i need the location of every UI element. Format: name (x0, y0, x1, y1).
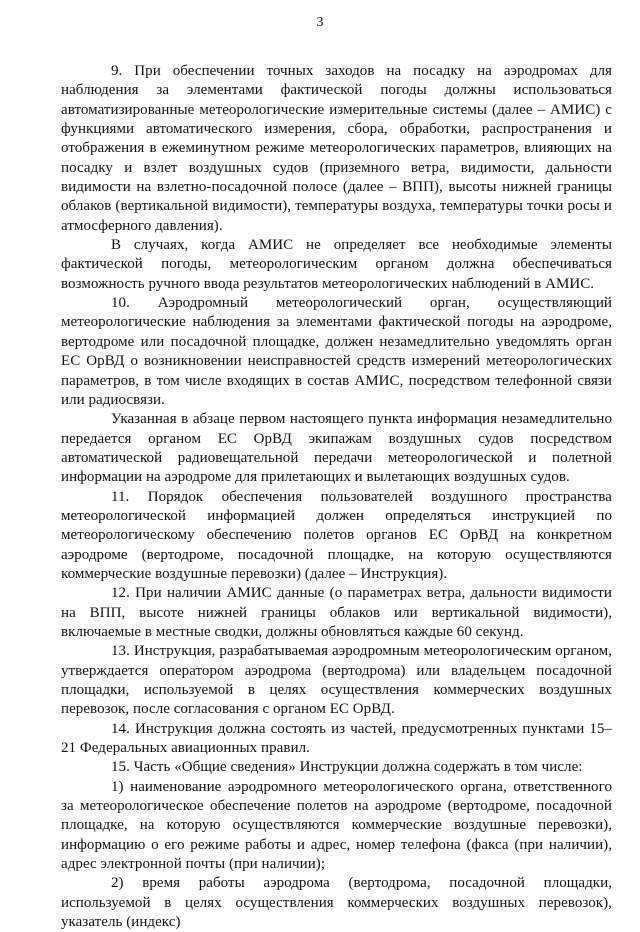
paragraph-15: 15. Часть «Общие сведения» Инструкции должна содержать в том числе: (111, 759, 583, 776)
document-body (61, 62, 612, 932)
paragraph-15-item-2: 2) время работы аэродрома (вертодрома, посадочной площадки, используемой в целях осуществления коммерческих воздушных перевозок), указатель (индекс) (61, 875, 612, 931)
paragraph-12: 12. При наличии АМИС данные (о параметрах ветра, дальности видимости на ВПП, высоте нижней границы облаков или вертикальной видимости), включаемые в местные сводки, должны обновляться каждые 60 секунд. (61, 585, 612, 640)
paragraph-9: 9. При обеспечении точных заходов на посадку на аэродромах для наблюдения за элементами фактической погоды должны использоваться автоматизированные метеорологические измерительные системы (далее – АМИС) с функциями автоматического измерения, сбора, обработки, распространения и отображения в ежеминутном режиме метеорологических параметров, влияющих на посадку и взлет воздушных судов (приземного ветра, видимости, дальности видимости на взлетно-посадочной полосе (далее – ВПП), высоты нижней границы облаков (вертикальной видимости), температуры воздуха, температуры точки росы и атмосферного давления). (61, 63, 612, 234)
paragraph-10: 10. Аэродромный метеорологический орган, осуществляющий метеорологические наблюдения за элементами фактической погоды на аэродроме, вертодроме или посадочной площадке, должен незамедлительно уведомлять орган ЕС ОрВД о возникновении неисправностей средств измерений метеорологических параметров, в том числе входящих в состав АМИС, посредством телефонной связи или радиосвязи. (61, 295, 612, 408)
paragraph-10-transmission: Указанная в абзаце первом настоящего пункта информация незамедлительно передается органом ЕС ОрВД экипажам воздушных судов посредством автоматической радиовещательной передачи метеорологической и полетной информации на аэродроме для прилетающих и вылетающих воздушных судов. (61, 411, 612, 486)
paragraph-9-amis-manual-input: В случаях, когда АМИС не определяет все необходимые элементы фактической погоды, метеорологическим органом должна обеспечиваться возможность ручного ввода результатов метеорологических наблюдений в АМИС. (61, 237, 612, 292)
paragraph-13: 13. Инструкция, разрабатываемая аэродромным метеорологическим органом, утверждается оператором аэродрома (вертодрома) или владельцем посадочной площадки, используемой в целях осуществления коммерческих воздушных перевозок, после согласования с органом ЕС ОрВД. (61, 643, 612, 718)
paragraph-15-item-1: 1) наименование аэродромного метеорологического органа, ответственного за метеорологическое обеспечение полетов на аэродроме (вертодроме, посадочной площадке, на которую осуществляются коммерческие воздушные перевозки), информацию о его режиме работы и адрес, номер телефона (факса (при наличии), адрес электронной почты (при наличии); (61, 778, 612, 873)
paragraph-14: 14. Инструкция должна состоять из частей, предусмотренных пунктами 15–21 Федеральных авиационных правил. (61, 720, 612, 757)
page-number: 3 (316, 15, 324, 30)
paragraph-11: 11. Порядок обеспечения пользователей воздушного пространства метеорологической информацией должен определяться инструкцией по метеорологическому обеспечению полетов органов ЕС ОрВД на конкретном аэродроме (вертодроме, посадочной площадке, на которую осуществляются коммерческие воздушные перевозки) (далее – Инструкция). (61, 488, 612, 582)
